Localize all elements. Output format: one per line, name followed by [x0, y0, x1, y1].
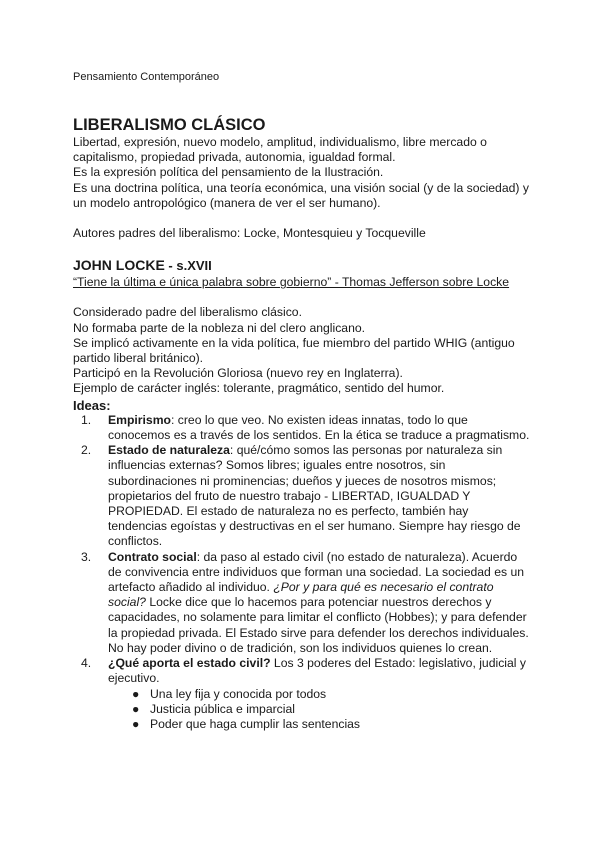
idea-text: la propiedad privada. El Estado sirve para defender los derechos individuales.: [108, 625, 529, 640]
paragraph-line: capitalismo, propiedad privada, autonomia, igualdad formal.: [73, 150, 396, 165]
idea-item-estado-civil: [73, 656, 543, 732]
idea-question: ¿Por y para qué es necesario el contrato: [273, 580, 494, 595]
paragraph-line: Es la expresión política del pensamiento de la Ilustración.: [73, 165, 384, 180]
idea-text: ejecutivo.: [108, 671, 160, 686]
idea-text: : creo lo que veo. No existen ideas innatas, todo lo que: [171, 412, 468, 427]
idea-text: de convivencia entre individuos que forman una sociedad. La sociedad es un: [108, 564, 525, 579]
list-item: [130, 702, 543, 717]
paragraph-line: Se implicó activamente en la vida política, fue miembro del partido WHIG (antiguo: [73, 335, 515, 350]
idea-item-estado-naturaleza: [73, 443, 543, 549]
course-header: Pensamiento Contemporáneo: [73, 71, 220, 83]
idea-term: Empirismo: [108, 412, 171, 427]
idea-text: influencias externas? Somos libres; iguales entre nosotros, sin: [108, 458, 446, 473]
idea-item-empirismo: [73, 413, 543, 443]
idea-question: social?: [108, 595, 146, 610]
authors-line: Autores padres del liberalismo: Locke, Montesquieu y Tocqueville: [73, 226, 426, 241]
section-title-liberalismo: LIBERALISMO CLÁSICO: [73, 116, 266, 134]
idea-text: capacidades, no solamente para limitar el conflicto (Hobbes); y para defender: [108, 610, 527, 625]
section-title-locke: [73, 256, 543, 275]
idea-text: conocemos es a través de los sentidos. En la ética se traduce a pragmatismo.: [108, 428, 530, 443]
paragraph-line: Es una doctrina política, una teoría económica, una visión social (y de la sociedad) y: [73, 180, 529, 195]
list-number: 3.: [81, 549, 92, 564]
paragraph-line: Libertad, expresión, nuevo modelo, amplitud, individualismo, libre mercado o: [73, 135, 487, 149]
idea-term: Estado de naturaleza: [108, 443, 230, 458]
ideas-heading: Ideas:: [73, 397, 111, 413]
bullet-text: Una ley fija y conocida por todos: [150, 686, 327, 701]
idea-text: : da paso al estado civil (no estado de naturaleza). Acuerdo: [196, 549, 518, 564]
idea-text: artefacto añadido al individuo.: [108, 580, 274, 595]
idea-text: Los 3 poderes del Estado: legislativo, judicial y: [270, 656, 526, 671]
list-number: 2.: [81, 443, 92, 458]
bullet-icon: ●: [132, 701, 140, 716]
paragraph-line: No formaba parte de la nobleza ni del clero anglicano.: [73, 320, 366, 335]
paragraph-line: un modelo antropológico (manera de ver el ser humano).: [73, 195, 381, 210]
locke-name: JOHN LOCKE: [73, 257, 165, 274]
idea-item-contrato-social: [73, 550, 543, 656]
idea-text: PROPIEDAD. El estado de naturaleza no es perfecto, también hay: [108, 504, 469, 519]
list-number: 4.: [81, 656, 92, 671]
list-number: 1.: [81, 412, 92, 427]
idea-text: tendencias egoístas y destructivas en el ser humano. Siempre hay riesgo de: [108, 519, 521, 534]
locke-century: - s.XVII: [164, 258, 212, 274]
paragraph-line: partido liberal británico).: [73, 351, 204, 366]
bullet-text: Poder que haga cumplir las sentencias: [150, 716, 361, 731]
jefferson-quote: “Tiene la última e única palabra sobre gobierno” - Thomas Jefferson sobre Locke: [73, 275, 510, 290]
idea-text: : qué/cómo somos las personas por naturaleza sin: [229, 443, 503, 458]
bullet-icon: ●: [132, 686, 140, 701]
list-item: [130, 717, 543, 732]
idea-text: subordinaciones ni prominencias; dueños y jueces de nosotros mismos;: [108, 473, 497, 488]
bullet-text: Justicia pública e imparcial: [150, 701, 295, 716]
idea-text: No hay poder divino o de tradición, son los individuos quienes lo crean.: [108, 640, 493, 655]
paragraph-line: Considerado padre del liberalismo clásico.: [73, 305, 302, 320]
ideas-list: [73, 413, 543, 732]
idea-text: propietarios del fruto de nuestro trabajo - LIBERTAD, IGUALDAD Y: [108, 488, 471, 503]
bullet-icon: ●: [132, 716, 140, 731]
idea-text: Locke dice que lo hacemos para potenciar nuestros derechos y: [145, 595, 492, 610]
idea-text: conflictos.: [108, 534, 163, 549]
idea-term: ¿Qué aporta el estado civil?: [108, 656, 271, 671]
document-body: [73, 115, 543, 732]
list-item: [130, 687, 543, 702]
poderes-list: [108, 687, 543, 733]
paragraph-line: Ejemplo de carácter inglés: tolerante, pragmático, sentido del humor.: [73, 381, 445, 396]
paragraph-line: Participó en la Revolución Gloriosa (nuevo rey en Inglaterra).: [73, 366, 403, 381]
idea-term: Contrato social: [108, 549, 197, 564]
